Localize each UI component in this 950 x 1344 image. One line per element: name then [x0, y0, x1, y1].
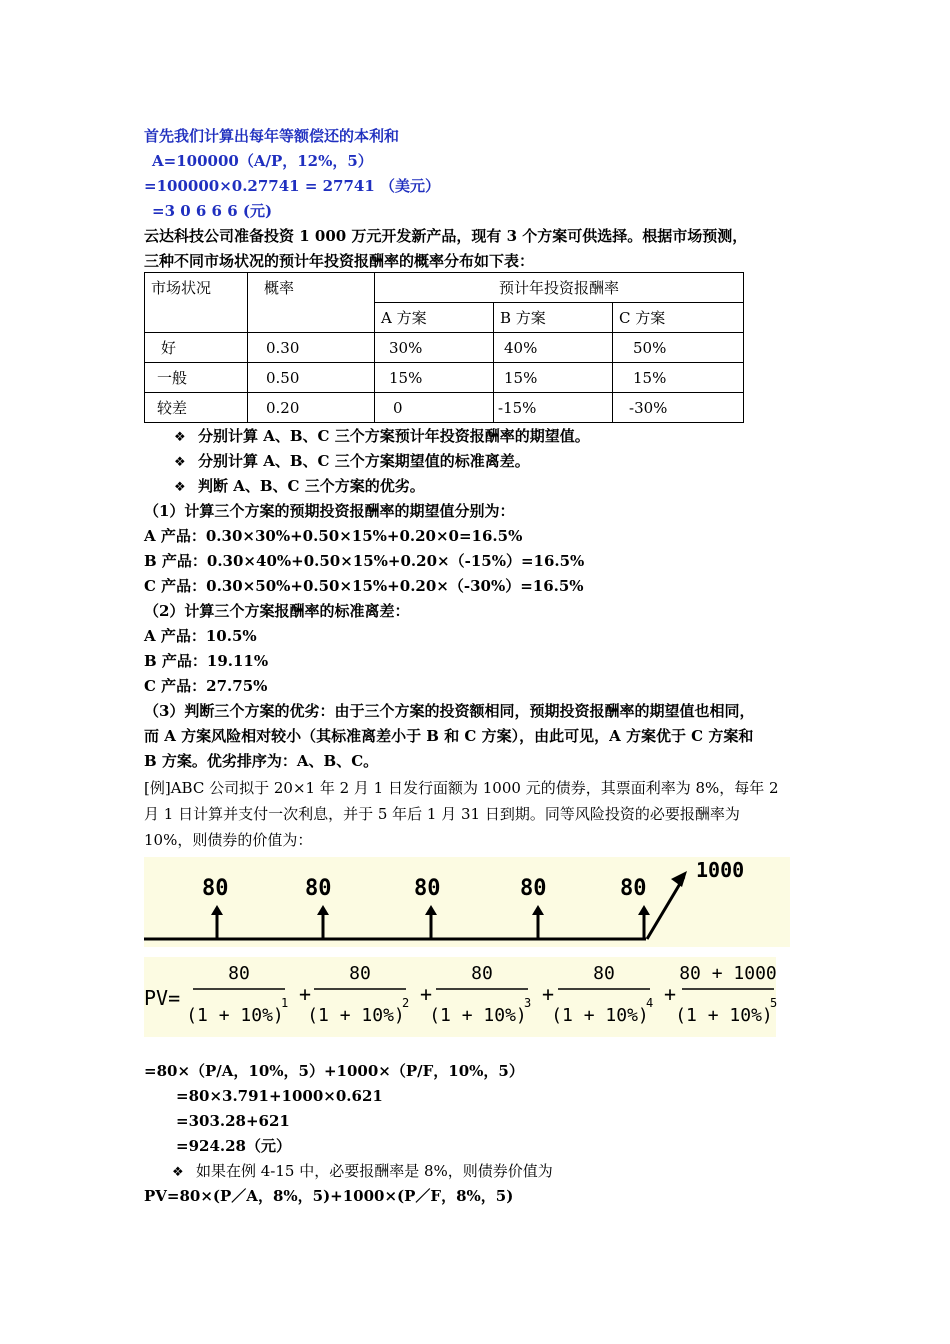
text-line: B 产品：0.30×40%+0.50×15%+0.20×（-15%）=16.5% [144, 552, 585, 570]
svg-text:(1 + 10%): (1 + 10%) [307, 1005, 405, 1026]
text-line: =100000×0.27741 = 27741 （美元） [144, 177, 441, 195]
payment-label: 80 [520, 876, 547, 901]
diamond-bullet-icon: ❖ [174, 455, 186, 470]
svg-text:80: 80 [228, 963, 250, 984]
text-line: =924.28（元） [176, 1137, 291, 1155]
text-line: （3）判断三个方案的优劣：由于三个方案的投资额相同，预期投资报酬率的期望值也相同， [144, 702, 755, 720]
payment-label: 80 [305, 876, 332, 901]
plus-sign: + [420, 982, 433, 1006]
table-row: 较差 0.20 0 -15% -30% [145, 393, 744, 423]
plus-sign: + [299, 982, 312, 1006]
intro-section [144, 124, 824, 274]
text-line: （2）计算三个方案报酬率的标准离差： [144, 602, 410, 620]
arrow-up-icon [638, 905, 650, 939]
text-line: （1）计算三个方案的预期投资报酬率的期望值分别为： [144, 502, 515, 520]
text-line: B 产品：19.11% [144, 652, 269, 670]
valuation-result [144, 1059, 824, 1159]
plus-sign: + [542, 982, 555, 1006]
svg-text:1: 1 [281, 996, 289, 1010]
text-line: [例]ABC 公司拟于 20×1 年 2 月 1 日发行面额为 1000 元的债券，其票面利率为 8%，每年 2 [144, 779, 779, 797]
svg-text:80 + 1000: 80 + 1000 [679, 963, 777, 984]
text-line: A 产品：10.5% [144, 627, 257, 645]
bullet-item: ❖ 判断 A、B、C 三个方案的优劣。 [144, 474, 824, 499]
text-line: 10%，则债券的价值为： [144, 831, 313, 849]
document-page [144, 124, 824, 1209]
arrow-up-icon [317, 905, 329, 939]
svg-text:3: 3 [524, 996, 532, 1010]
fraction-term [675, 963, 777, 1026]
header-plan-a: A 方案 [375, 303, 494, 333]
text-line: A 产品：0.30×30%+0.50×15%+0.20×0=16.5% [144, 527, 523, 545]
principal-label: 1000 [696, 858, 745, 882]
header-plan-b: B 方案 [494, 303, 613, 333]
text-line: 首先我们计算出每年等额偿还的本利和 [144, 127, 400, 145]
bullet-item: ❖ 分别计算 A、B、C 三个方案期望值的标准离差。 [144, 449, 824, 474]
fraction-term [186, 963, 288, 1026]
svg-text:80: 80 [349, 963, 371, 984]
payment-label: 80 [202, 876, 229, 901]
bullet-item: ❖ 分别计算 A、B、C 三个方案预计年投资报酬率的期望值。 [144, 424, 824, 449]
text-line: =3 0 6 6 6 (元) [152, 202, 273, 220]
payment-label: 80 [620, 876, 647, 901]
diamond-bullet-icon: ❖ [172, 1165, 184, 1180]
formula-graphic [144, 957, 776, 1037]
header-expected-return: 预计年投资报酬率 [375, 273, 744, 303]
text-line: B 方案。优劣排序为：A、B、C。 [144, 752, 379, 770]
pv-8-percent-line: PV=80×(P／A，8%，5)+1000×(P／F，8%，5) [144, 1187, 514, 1205]
svg-text:(1 + 10%): (1 + 10%) [675, 1005, 773, 1026]
solution-section [144, 499, 824, 774]
text-line: C 产品：27.75% [144, 677, 268, 695]
table-row: 好 0.30 30% 40% 50% [145, 333, 744, 363]
arrow-up-icon [211, 905, 223, 939]
svg-text:(1 + 10%): (1 + 10%) [551, 1005, 649, 1026]
probability-table [144, 272, 744, 423]
text-line: 三种不同市场状况的预计年投资报酬率的概率分布如下表： [144, 252, 535, 270]
header-plan-c: C 方案 [613, 303, 744, 333]
text-line: =80×3.791+1000×0.621 [176, 1087, 383, 1105]
table-row: 一般 0.50 15% 15% 15% [145, 363, 744, 393]
bond-example-paragraph [144, 775, 824, 853]
svg-text:2: 2 [402, 996, 410, 1010]
fraction-term [551, 963, 653, 1026]
text-line: 而 A 方案风险相对较小（其标准离差小于 B 和 C 方案），由此可见，A 方案优于 C 方案和 [144, 727, 754, 745]
header-market-state: 市场状况 [145, 273, 248, 333]
svg-text:5: 5 [770, 996, 778, 1010]
diamond-bullet-icon: ❖ [174, 480, 186, 495]
cash-flow-timeline [144, 857, 790, 947]
pv-formula [144, 957, 776, 1037]
svg-text:4: 4 [646, 996, 654, 1010]
text-line: =303.28+621 [176, 1112, 290, 1130]
text-line: =80×（P/A，10%，5）+1000×（P/F，10%，5） [144, 1062, 524, 1080]
fraction-term [307, 963, 409, 1026]
diamond-bullet-icon: ❖ [174, 430, 186, 445]
fraction-term [429, 963, 531, 1026]
svg-text:(1 + 10%): (1 + 10%) [429, 1005, 527, 1026]
svg-text:80: 80 [593, 963, 615, 984]
text-line: A=100000（A/P，12%，5） [152, 152, 373, 170]
svg-text:(1 + 10%): (1 + 10%) [186, 1005, 284, 1026]
text-line: C 产品：0.30×50%+0.50×15%+0.20×（-30%）=16.5% [144, 577, 584, 595]
arrow-up-icon [425, 905, 437, 939]
bullet-item: ❖ 如果在例 4-15 中，必要报酬率是 8%，则债券价值为 [144, 1159, 824, 1184]
timeline-diagram [144, 857, 790, 947]
header-probability: 概率 [248, 273, 375, 333]
plus-sign: + [664, 982, 677, 1006]
arrow-up-icon [532, 905, 544, 939]
svg-text:PV=: PV= [144, 986, 181, 1010]
text-line: 云达科技公司准备投资 1 000 万元开发新产品，现有 3 个方案可供选择。根据市场预测， [144, 227, 748, 245]
text-line: 月 1 日计算并支付一次利息，并于 5 年后 1 月 31 日到期。同等风险投资的必要报酬率为 [144, 805, 740, 823]
payment-label: 80 [414, 876, 441, 901]
svg-text:80: 80 [471, 963, 493, 984]
